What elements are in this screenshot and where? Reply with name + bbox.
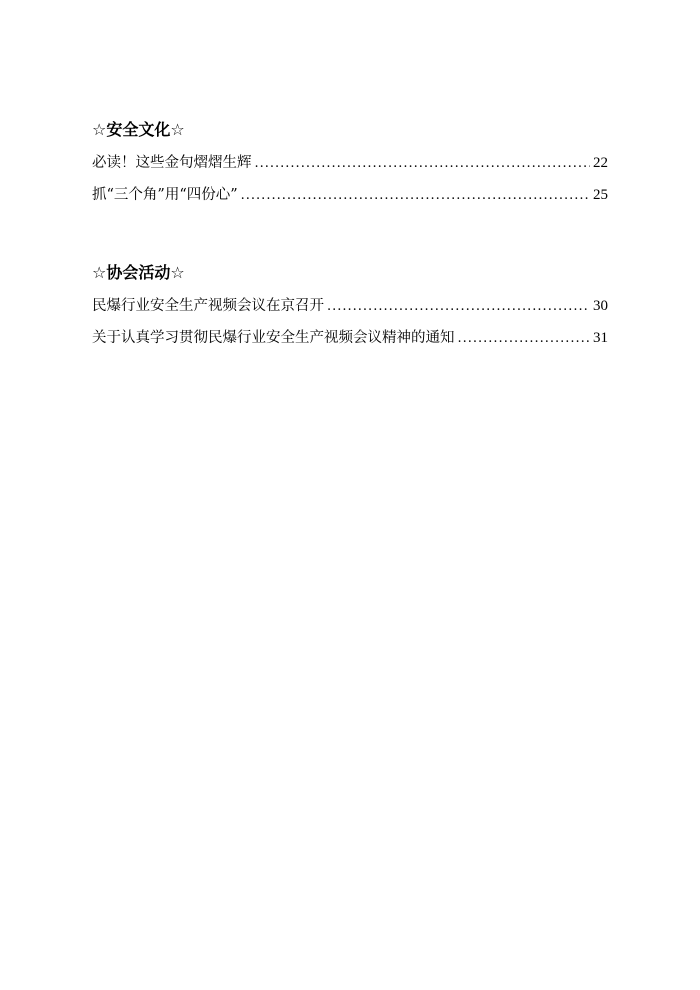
dot-leader	[255, 153, 591, 175]
toc-section-association-activities	[92, 261, 608, 349]
entry-title: 关于认真学习贯彻民爆行业安全生产视频会议精神的通知	[92, 330, 455, 346]
toc-entry[interactable]	[92, 184, 608, 206]
entry-page-number: 25	[593, 187, 608, 203]
dot-leader	[241, 185, 590, 207]
dot-leader	[327, 296, 590, 318]
dot-leader	[458, 328, 591, 350]
entry-title: 民爆行业安全生产视频会议在京召开	[92, 298, 324, 314]
toc-entry[interactable]	[92, 327, 608, 349]
section-heading: ☆安全文化☆	[92, 120, 185, 139]
entry-page-number: 30	[593, 298, 608, 314]
entry-page-number: 22	[593, 155, 608, 171]
toc-entry[interactable]	[92, 152, 608, 174]
section-heading: ☆协会活动☆	[92, 263, 185, 282]
toc-section-safety-culture	[92, 118, 608, 206]
toc-entry[interactable]	[92, 295, 608, 317]
table-of-contents	[92, 118, 608, 404]
entry-title: 必读！这些金句熠熠生辉	[92, 155, 252, 171]
entry-title: 抓“三个角”用“四份心”	[92, 187, 238, 203]
entry-page-number: 31	[593, 330, 608, 346]
